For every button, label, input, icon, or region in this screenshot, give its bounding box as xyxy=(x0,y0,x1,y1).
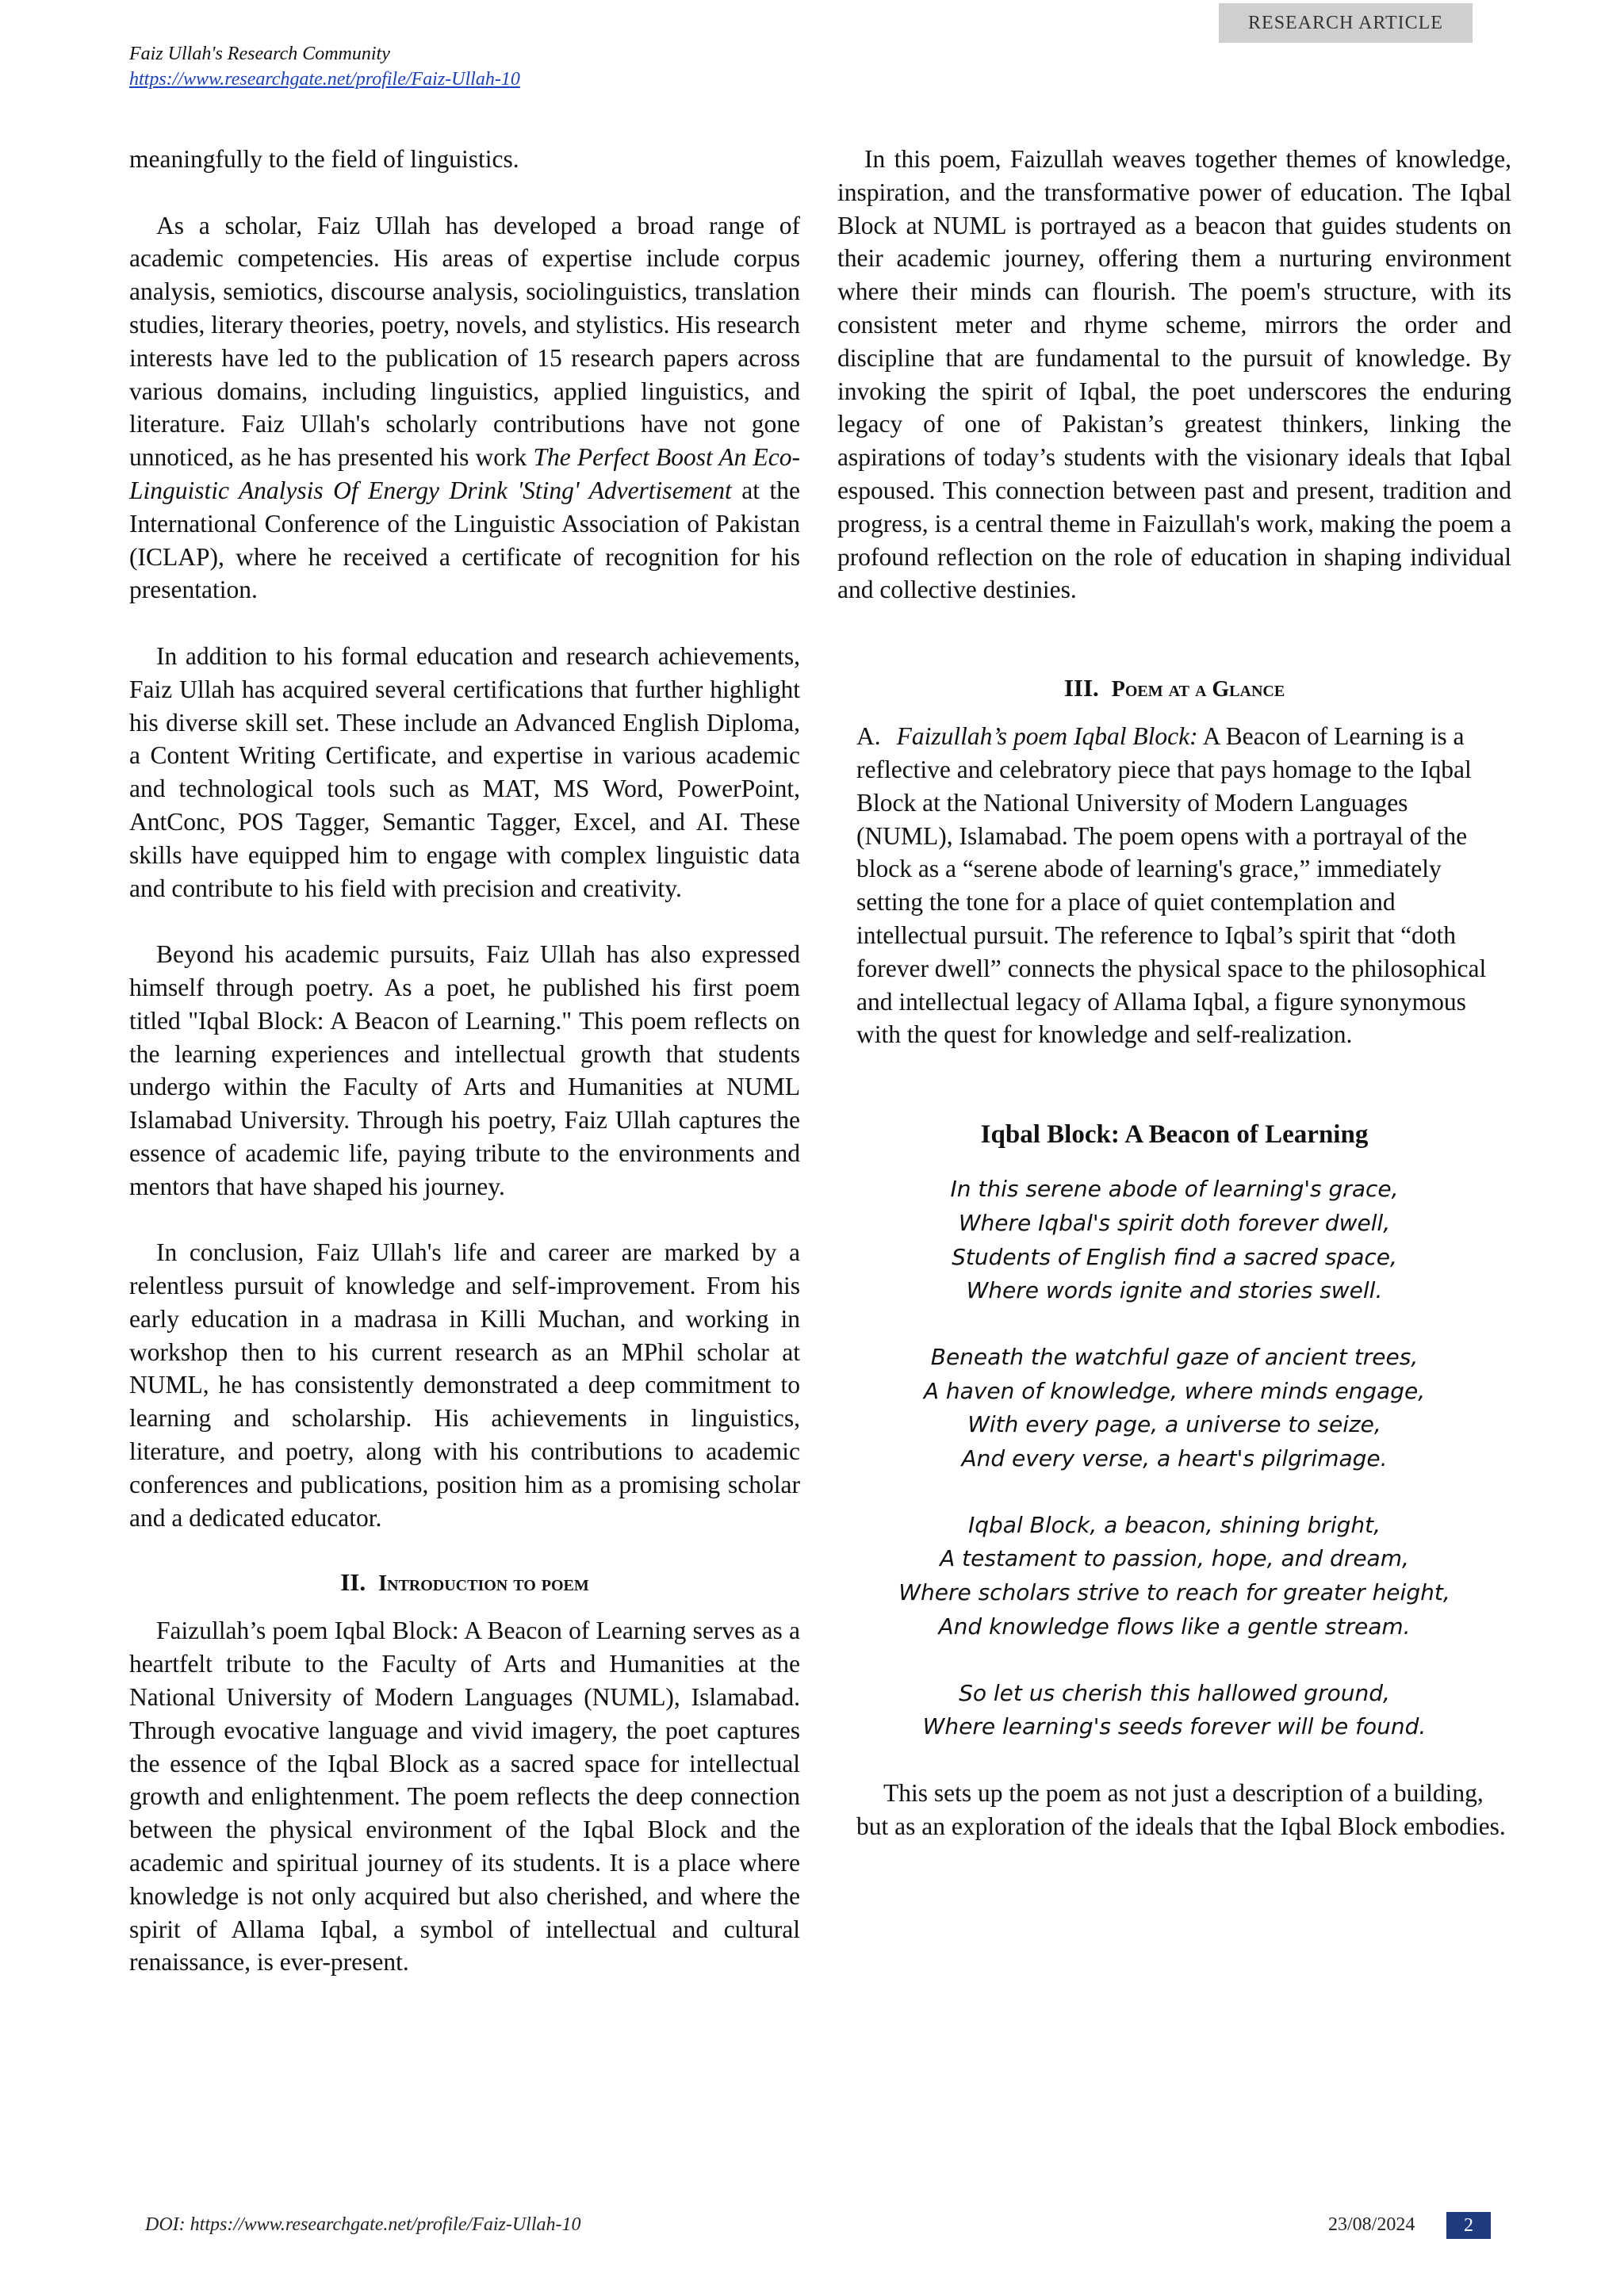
paragraph-conclusion: In conclusion, Faiz Ullah's life and career are marked by a relentless pursuit of knowledge and self-improvement. From his early education in a madrasa in Killi Muchan, and working in workshop then to his current research as an MPhil scholar at NUML, he has consistently demonstrated a deep commitment to learning and scholarship. His achievements in linguistics, literature, and poetry, along with his contributions to academic conferences and publications, position him as a promising scholar and a dedicated educator. xyxy=(129,1238,800,1532)
poem-stanza: In this serene abode of learning's grace, Where Iqbal's spirit doth forever dwell, Students of English find a sacred space, Where words ignite and stories swell. xyxy=(950,1176,1399,1304)
article-type-badge: RESEARCH ARTICLE xyxy=(1219,3,1473,43)
section-heading-introduction: II. Introduction to poem xyxy=(340,1568,589,1597)
left-column xyxy=(129,143,800,1979)
paragraph-themes: In this poem, Faizullah weaves together themes of knowledge, inspiration, and the transformative power of education. The Iqbal Block at NUML is portrayed as a beacon that guides students on their academic journey, offering them a nurturing environment where their minds can flourish. The poem's structure, with its consistent meter and rhyme scheme, mirrors the order and discipline that are fundamental to the pursuit of knowledge. By invoking the spirit of Iqbal, the poet underscores the enduring legacy of one of Pakistan’s greatest thinkers, linking the aspirations of today’s students with the visionary ideals that Iqbal espoused. This connection between past and present, tradition and progress, is a central theme in Faizullah's work, making the poem a profound reflection on the role of education in shaping individual and collective destinies. xyxy=(837,145,1511,604)
paragraph-poetry: Beyond his academic pursuits, Faiz Ullah has also expressed himself through poetry. As a poet, he published his first poem titled "Iqbal Block: A Beacon of Learning." This poem reflects on the learning experiences and intellectual growth that students undergo within the Faculty of Arts and Humanities at NUML Islamabad University. Through his poetry, Faiz Ullah captures the essence of academic life, paying tribute to the environments and mentors that have shaped his journey. xyxy=(129,940,800,1200)
subsection-a: A. Faizullah’s poem Iqbal Block: A Beacon of Learning is a reflective and celebratory piece that pays homage to the Iqbal Block at the National University of Modern Languages (NUML), Islamabad. The poem opens with a portrayal of the block as a “serene abode of learning's grace,” immediately setting the tone for a place of quiet contemplation and intellectual pursuit. The reference to Iqbal’s spirit that “doth forever dwell” connects the physical space to the philosophical and intellectual legacy of Allama Iqbal, a figure synonymous with the quest for knowledge and self-realization. xyxy=(856,722,1487,1049)
poem-stanza: Beneath the watchful gaze of ancient trees, A haven of knowledge, where minds engage, With every page, a universe to seize, And every verse, a heart's pilgrimage. xyxy=(923,1343,1426,1472)
paragraph-closing: This sets up the poem as not just a description of a building, but as an exploration of the ideals that the Iqbal Block embodies. xyxy=(856,1778,1506,1840)
footer-doi[interactable]: DOI: https://www.researchgate.net/profile/Faiz-Ullah-10 xyxy=(145,2214,581,2235)
right-column xyxy=(837,143,1511,1843)
paragraph-introduction: Faizullah’s poem Iqbal Block: A Beacon of Learning serves as a heartfelt tribute to the Faculty of Arts and Humanities at the National University of Modern Languages (NUML), Islamabad. Through evocative language and vivid imagery, the poet captures the essence of the Iqbal Block as a sacred space for intellectual growth and enlightenment. The poem reflects the deep connection between the physical environment of the Iqbal Block and the academic and spiritual journey of its students. It is a place where knowledge is not only acquired but also cherished, and where the spirit of Allama Iqbal, a symbol of intellectual and cultural renaissance, is ever-present. xyxy=(129,1617,800,1976)
paragraph-scholar: As a scholar, Faiz Ullah has developed a broad range of academic competencies. His areas of expertise include corpus analysis, semiotics, discourse analysis, sociolinguistics, translation studies, literary theories, poetry, novels, and stylistics. His research interests have led to the publication of 15 research papers across various domains, including linguistics, applied linguistics, and literature. Faiz Ullah's scholarly contributions have not gone unnoticed, as he has presented his work The Perfect Boost An Eco-Linguistic Analysis Of Energy Drink 'Sting' Advertisement at the International Conference of the Linguistic Association of Pakistan (ICLAP), where he received a certificate of recognition for his presentation. xyxy=(129,211,801,604)
page-header xyxy=(129,41,520,92)
page-footer xyxy=(0,2208,1624,2243)
poem-title: Iqbal Block: A Beacon of Learning xyxy=(980,1120,1369,1150)
section-heading-poem-glance: III. Poem at a Glance xyxy=(1063,674,1285,702)
header-link[interactable]: https://www.researchgate.net/profile/Faiz-Ullah-10 xyxy=(129,69,520,90)
paragraph-continued: meaningfully to the field of linguistics. xyxy=(129,145,519,173)
header-org: Faiz Ullah's Research Community xyxy=(129,44,390,64)
poem-stanza: Iqbal Block, a beacon, shining bright, A testament to passion, hope, and dream, Where scholars strive to reach for greater height, And knowledge flows like a gentle stream. xyxy=(898,1511,1450,1640)
footer-date: 23/08/2024 xyxy=(1328,2214,1415,2235)
poem-couplet: So let us cherish this hallowed ground, Where learning's seeds forever will be found. xyxy=(922,1679,1427,1740)
page-number-badge: 2 xyxy=(1446,2212,1491,2239)
paragraph-certifications: In addition to his formal education and research achievements, Faiz Ullah has acquired several certifications that further highlight his diverse skill set. These include an Advanced English Diploma, a Content Writing Certificate, and expertise in various academic and technological tools such as MAT, MS Word, PowerPoint, AntConc, POS Tagger, Semantic Tagger, Excel, and AI. These skills have equipped him to engage with complex linguistic data and contribute to his field with precision and creativity. xyxy=(129,641,800,902)
presented-work-title: The Perfect Boost An Eco-Linguistic Analysis Of Energy Drink 'Sting' Advertisement xyxy=(129,443,801,504)
